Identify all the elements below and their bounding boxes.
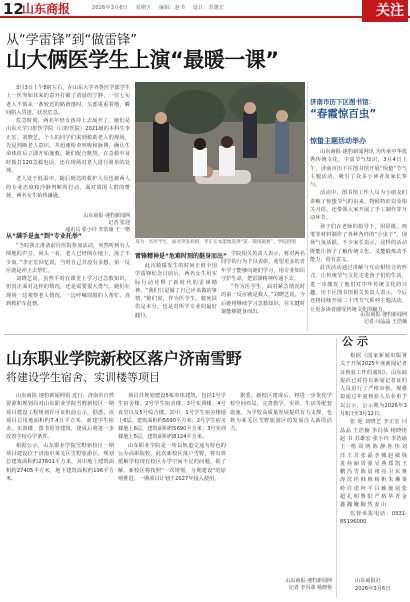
article2-col1 xyxy=(6,392,114,592)
sidebar-body1: 山东商报·速豹新闻网讯 为传承中华优秀传统文化，丰富节气知识，3月4日上午，济南市历下区图书馆开展“惊蛰”节气主题活动，吸引了众多小读者及家长参与。 xyxy=(310,149,407,189)
article2-subhead: 将建设学生宿舍、实训楼等项目 xyxy=(6,371,160,384)
brand-box-label: 关注 xyxy=(376,3,404,19)
article2-body1: 山东商报·速豹新闻网讯 近日，济南市自然资源和规划局对山东职业学院雪野新校区一期项目建设工程规划许可证批前公示。据悉，该项目总用地面积约7.4万平方米，新建学生宿舍、实训楼、图书馆等建筑，建成后将进一步改善学校办学条件。 xyxy=(6,393,114,441)
notice-divider xyxy=(336,338,337,598)
article1-col1 xyxy=(6,84,130,216)
article2-col2 xyxy=(118,392,226,592)
editor-credit: 编辑：赵书 xyxy=(159,5,186,11)
masthead-meta xyxy=(92,4,230,11)
article1-subhead2: 雷锋精神是“危难时刻的挺身而出” xyxy=(135,253,227,260)
article2-body5: 据悉，新校区建成后，将进一步优化学校空间布局，完善教学、实训、生活等配套设施，为学校高质量发展提供有力支撑，也将为莱芜区雪野旅游区的发展注入新的活力。 xyxy=(230,393,332,433)
sidebar-body3: 孩子们在老师的指导下，用彩纸、画笔等材料制作了各种各样的“小虫子”，现场气氛活跃。不少家长表示，这样的活动既能让孩子了解传统文化，又能锻炼动手能力，很有意义。 xyxy=(310,223,407,263)
notice-body xyxy=(340,352,407,574)
article2-col3 xyxy=(230,392,332,572)
notice-title: 公示 xyxy=(342,335,372,348)
article1-byline xyxy=(6,213,130,234)
notice-body3: 监督举报电话：0531-85196000 xyxy=(340,510,407,525)
sidebar-body4: 此次活动通过讲解与互动相结合的形式，让传统节气文化走进孩子们的生活，进一步激发了他们对中华传统文化的兴趣。历下区图书馆相关负责人表示，今后还将持续开展二十四节气系列主题活动，让更多读者感受传统文化的魅力。 xyxy=(310,265,407,313)
sidebar-byline xyxy=(310,312,407,326)
sidebar-title: “春霞惊百虫” xyxy=(310,108,377,120)
notice-date: 2026年3月6日 xyxy=(355,586,391,592)
article1-byline-intern: 通讯员 张小玲 李浩瑜 王一格 xyxy=(65,227,130,233)
article1-lead: 3月3日上午8时左右，在山东大学齐鲁医学部学生上一医突如其来的意外打破了清晨的宁静，一位七旬老人不慎从一条较近的路滑落时，头部重重着地，瞬间陷入昏迷，状况危急。 xyxy=(6,85,130,116)
article1-body4: 刘晓艺说，虽然平时在课堂上学习过急救知识，但真正面对这样的情况，还是需要很大勇气。她们在现场一边观察老人情况，一边呼喊周围的人帮忙，直到救护车赶到。 xyxy=(6,276,130,308)
article1-subhead1: 从“满手是血”到“专业托举” xyxy=(6,233,82,240)
article1-col3 xyxy=(221,250,305,332)
article2-body3: 项目共规划建设5栋单体建筑，包括1号学生宿舍楼、2号学生宿舍楼、3号实训楼、4号食堂以及5号综合楼。其中，1号学生宿舍楼地上6层，建筑面积约5690平方米；2号学生宿舍楼地上6层，建筑面积约5690平方米；3号实训楼地上5层，建筑面积约8124平方米。 xyxy=(118,393,226,441)
masthead xyxy=(0,0,410,18)
article1-body3: “当时我正准备前往医院参加活动，突然听到有人倒地的声音，回头一看，老人已经倒在地上，流了不少血。”李正宏回忆说，当时自己并没有多想，第一反应就是冲上去帮忙。 xyxy=(6,243,130,274)
article1-col1-lower xyxy=(6,242,130,332)
paper-name: 山东商报 xyxy=(22,2,71,16)
sidebar-subtitle: 惊蛰主题活动举办 xyxy=(310,137,366,145)
article1-byline-reporter: 记者 张迎 xyxy=(108,220,130,226)
news-photo xyxy=(135,82,305,238)
article1-col2 xyxy=(135,262,217,332)
article2-headline: 山东职业学院新校区落户济南雪野 xyxy=(6,349,242,368)
article2-byline-reporter: 记者 李冯恭 杨晓艳 xyxy=(288,585,332,591)
photo-caption: 身为一名医学生，面对突发病情，李正宏本能地选择“第一现场施救”。学院供图 xyxy=(135,240,296,245)
article1-body1: 危急时刻，两名年轻女孩冲上去展开了。她们是山东大学口腔医学院（口腔医院）2021级的本科生李正宏、刘晓艺。个人的同学们来到救助老人的现场，先是判断老人意识，并迅速检查呼吸和脉搏，确认生命体征后立即开始施救。她们配合默契，在急救中及时拨打120急救电话，还在现场对老人进行简单的处理。 xyxy=(6,118,130,174)
notice-org: 山东商报社 xyxy=(355,578,381,584)
sidebar-byline-org: 山东商报·速豹新闻网 xyxy=(360,312,407,318)
sidebar-divider xyxy=(307,82,308,332)
article2-byline-org: 山东商报·速豹新闻网 xyxy=(285,578,332,584)
article2-byline xyxy=(230,578,332,592)
article1-body2: 老人处于低温中，随后到达的救护人员也被两人的专业态度和冷静判断所打动。面对周围人群的赞扬，两名女生始终谦逊。 xyxy=(6,176,130,199)
page-number: 12 xyxy=(3,0,24,18)
date-line: 2026年3月6日 xyxy=(92,5,128,11)
article1-body5: 此次救援发生的时间正值全国学雷锋纪念日前后，两名女生用实际行动诠释了新时代的雷锋精神。“我们只是做了自己应该做的事情。”她们说，作为医学生，救死扶伤是本分，也是对所学专业的最好践行。 xyxy=(135,263,217,319)
notice-body1: 根据《国家新闻出版署关于开展2025年度新闻记者证核验工作的通知》，山东商报社已对持有新闻记者证的人员进行了严格审核，现将拟通过年度核验人员名单予以公示，公示期为2026年3月6日至3月12日。 xyxy=(340,353,407,418)
sidebar-byline-reporter: 记者 闫晶晶 王浩楠 xyxy=(363,319,407,325)
article1-headline: 山大俩医学生上演“最暖一课” xyxy=(6,48,279,72)
article2-body4: 山东职业学院是一所以轨道交通为特色的公办高职院校，此次新校区落户雪野，将有效缓解学校现有校区办学空间不足的问题。据了解，新校区将按照“一次规划、分期建设”的原则推进，一期项目计划于2027年投入使用。 xyxy=(118,442,226,482)
article1-body6: 学院相关负责人表示，将对两名同学的行为予以表彰，希望更多的青年学子能够向她们学习，用专业知识守护生命，把雷锋精神传递下去。 xyxy=(221,251,305,282)
news-photo-image xyxy=(135,82,305,238)
weekday: 星期五 xyxy=(135,5,152,11)
notice-body2: 张 迎 刘晓艺 李正宏 闫晶晶 王浩楠 李冯恭 杨晓艳 赵 书 苏雄宏 张小玲 李浩瑜 王一格 周 明 陈 静 孙 伟 刘 洋 王 芳 张 磊 李 娜 赵 敏 钱 进 孙 丽 周 强 吴 燕 郑 凯 王 鹏 冯 雪 陈 晨 褚 亮 卫 东 蒋 涛 沈 佳 韩 梅 杨 帆 朱 琳 秦 岭 许 诺 何 平 吕 颖 施 展 张 超 孔 明 曹 阳 严 格 华 青 金 鑫 魏 巍 陶 然 姜 山 xyxy=(340,419,407,509)
article1-kicker: 从“学雷锋”到“做雷锋” xyxy=(6,33,137,48)
sidebar-body xyxy=(310,148,407,313)
sidebar-kicker: 济南市历下区图书馆： xyxy=(310,98,375,106)
article1-body7: “作为医学生，面对紧急情况时的第一反应就是救人。”刘晓艺说，今后她将继续学习急救知识，在关键时刻能够挺身而出。 xyxy=(221,284,305,316)
article1-byline-org: 山东商报·速豹新闻网 xyxy=(83,213,130,219)
sidebar-body2: 活动中，图书馆工作人员为小朋友们讲解了惊蛰节气的由来、物候特征以及相关习俗，还带领大家开展了手工制作等互动环节。 xyxy=(310,190,407,222)
design-credit: 设计：苏雄宏 xyxy=(192,5,225,11)
article2-body2: 根据公示，山东职业学院雪野新校区一期项目建设位于济南市莱芜区雪野旅游区，规划总建筑面积约27601平方米，其中地上建筑面积约27405平方米，地下建筑面积约196平方米。 xyxy=(6,442,114,482)
